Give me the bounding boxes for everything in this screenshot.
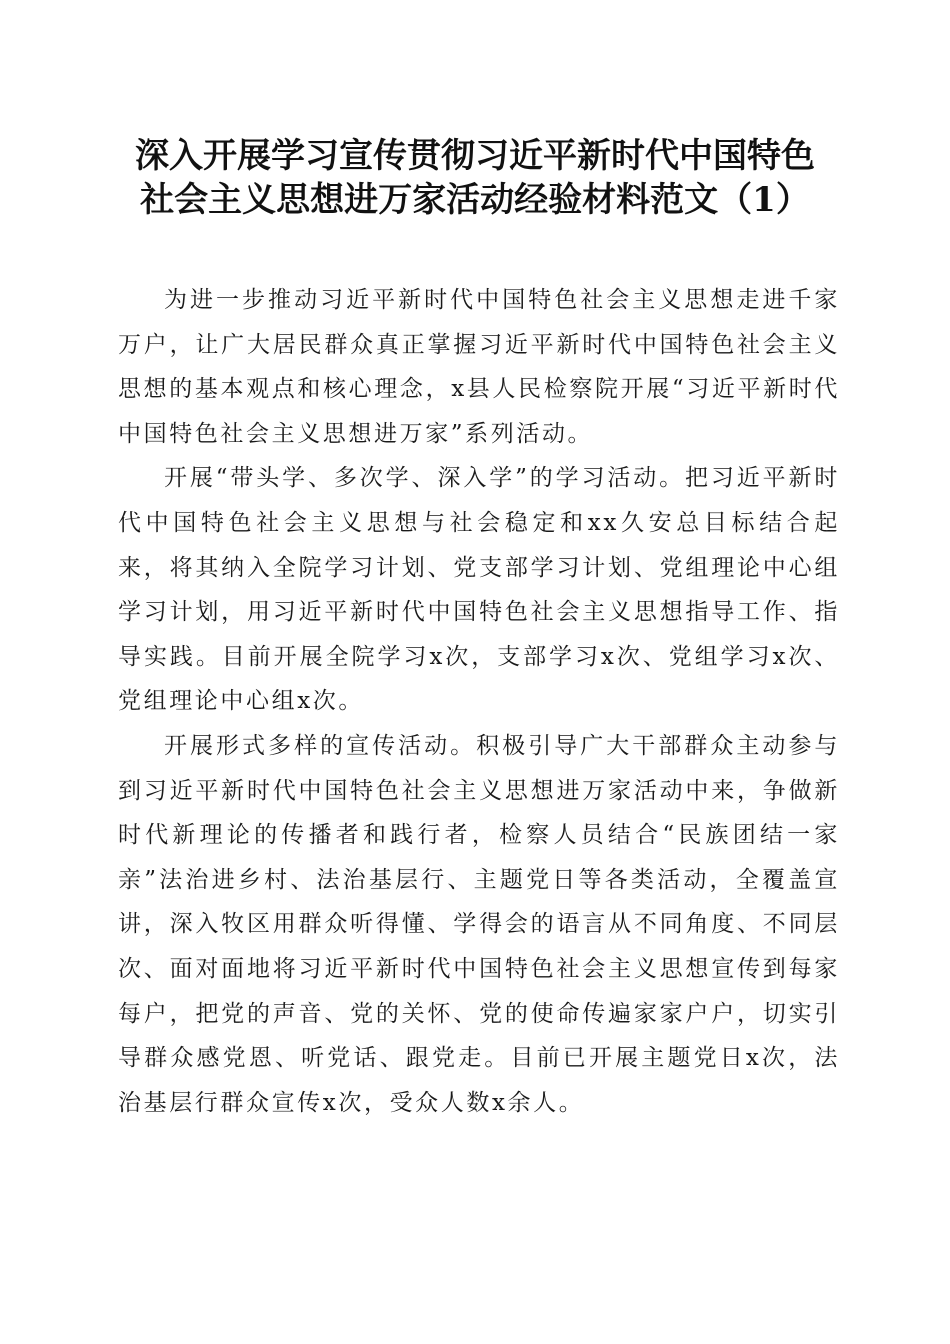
paragraph-publicity-activities: 开展形式多样的宣传活动。积极引导广大干部群众主动参与到习近平新时代中国特色社会主义思想进万家活动中来，争做新时代新理论的传播者和践行者，检察人员结合“民族团结一家亲”法治进乡村、法治基层行、主题党日等各类活动，全覆盖宣讲，深入牧区用群众听得懂、学得会的语言从不同角度、不同层次、面对面地将习近平新时代中国特色社会主义思想宣传到每家每户，把党的声音、党的关怀、党的使命传遍家家户户，切实引导群众感党恩、听党话、跟党走。目前已开展主题党日x次，法治基层行群众宣传x次，受众人数x余人。 <box>118 732 840 1116</box>
title-line-2: 社会主义思想进万家活动经验材料范文（1） <box>140 180 810 220</box>
document-title <box>110 134 840 222</box>
title-line-1: 深入开展学习宣传贯彻习近平新时代中国特色 <box>135 136 815 176</box>
paragraph-study-activities: 开展“带头学、多次学、深入学”的学习活动。把习近平新时代中国特色社会主义思想与社会稳定和xx久安总目标结合起来，将其纳入全院学习计划、党支部学习计划、党组理论中心组学习计划，用习近平新时代中国特色社会主义思想指导工作、指导实践。目前开展全院学习x次，支部学习x次、党组学习x次、党组理论中心组x次。 <box>118 465 840 715</box>
paragraph-intro: 为进一步推动习近平新时代中国特色社会主义思想走进千家万户，让广大居民群众真正掌握习近平新时代中国特色社会主义思想的基本观点和核心理念，x县人民检察院开展“习近平新时代中国特色社会主义思想进万家”系列活动。 <box>118 287 840 447</box>
document-body <box>118 278 840 1125</box>
